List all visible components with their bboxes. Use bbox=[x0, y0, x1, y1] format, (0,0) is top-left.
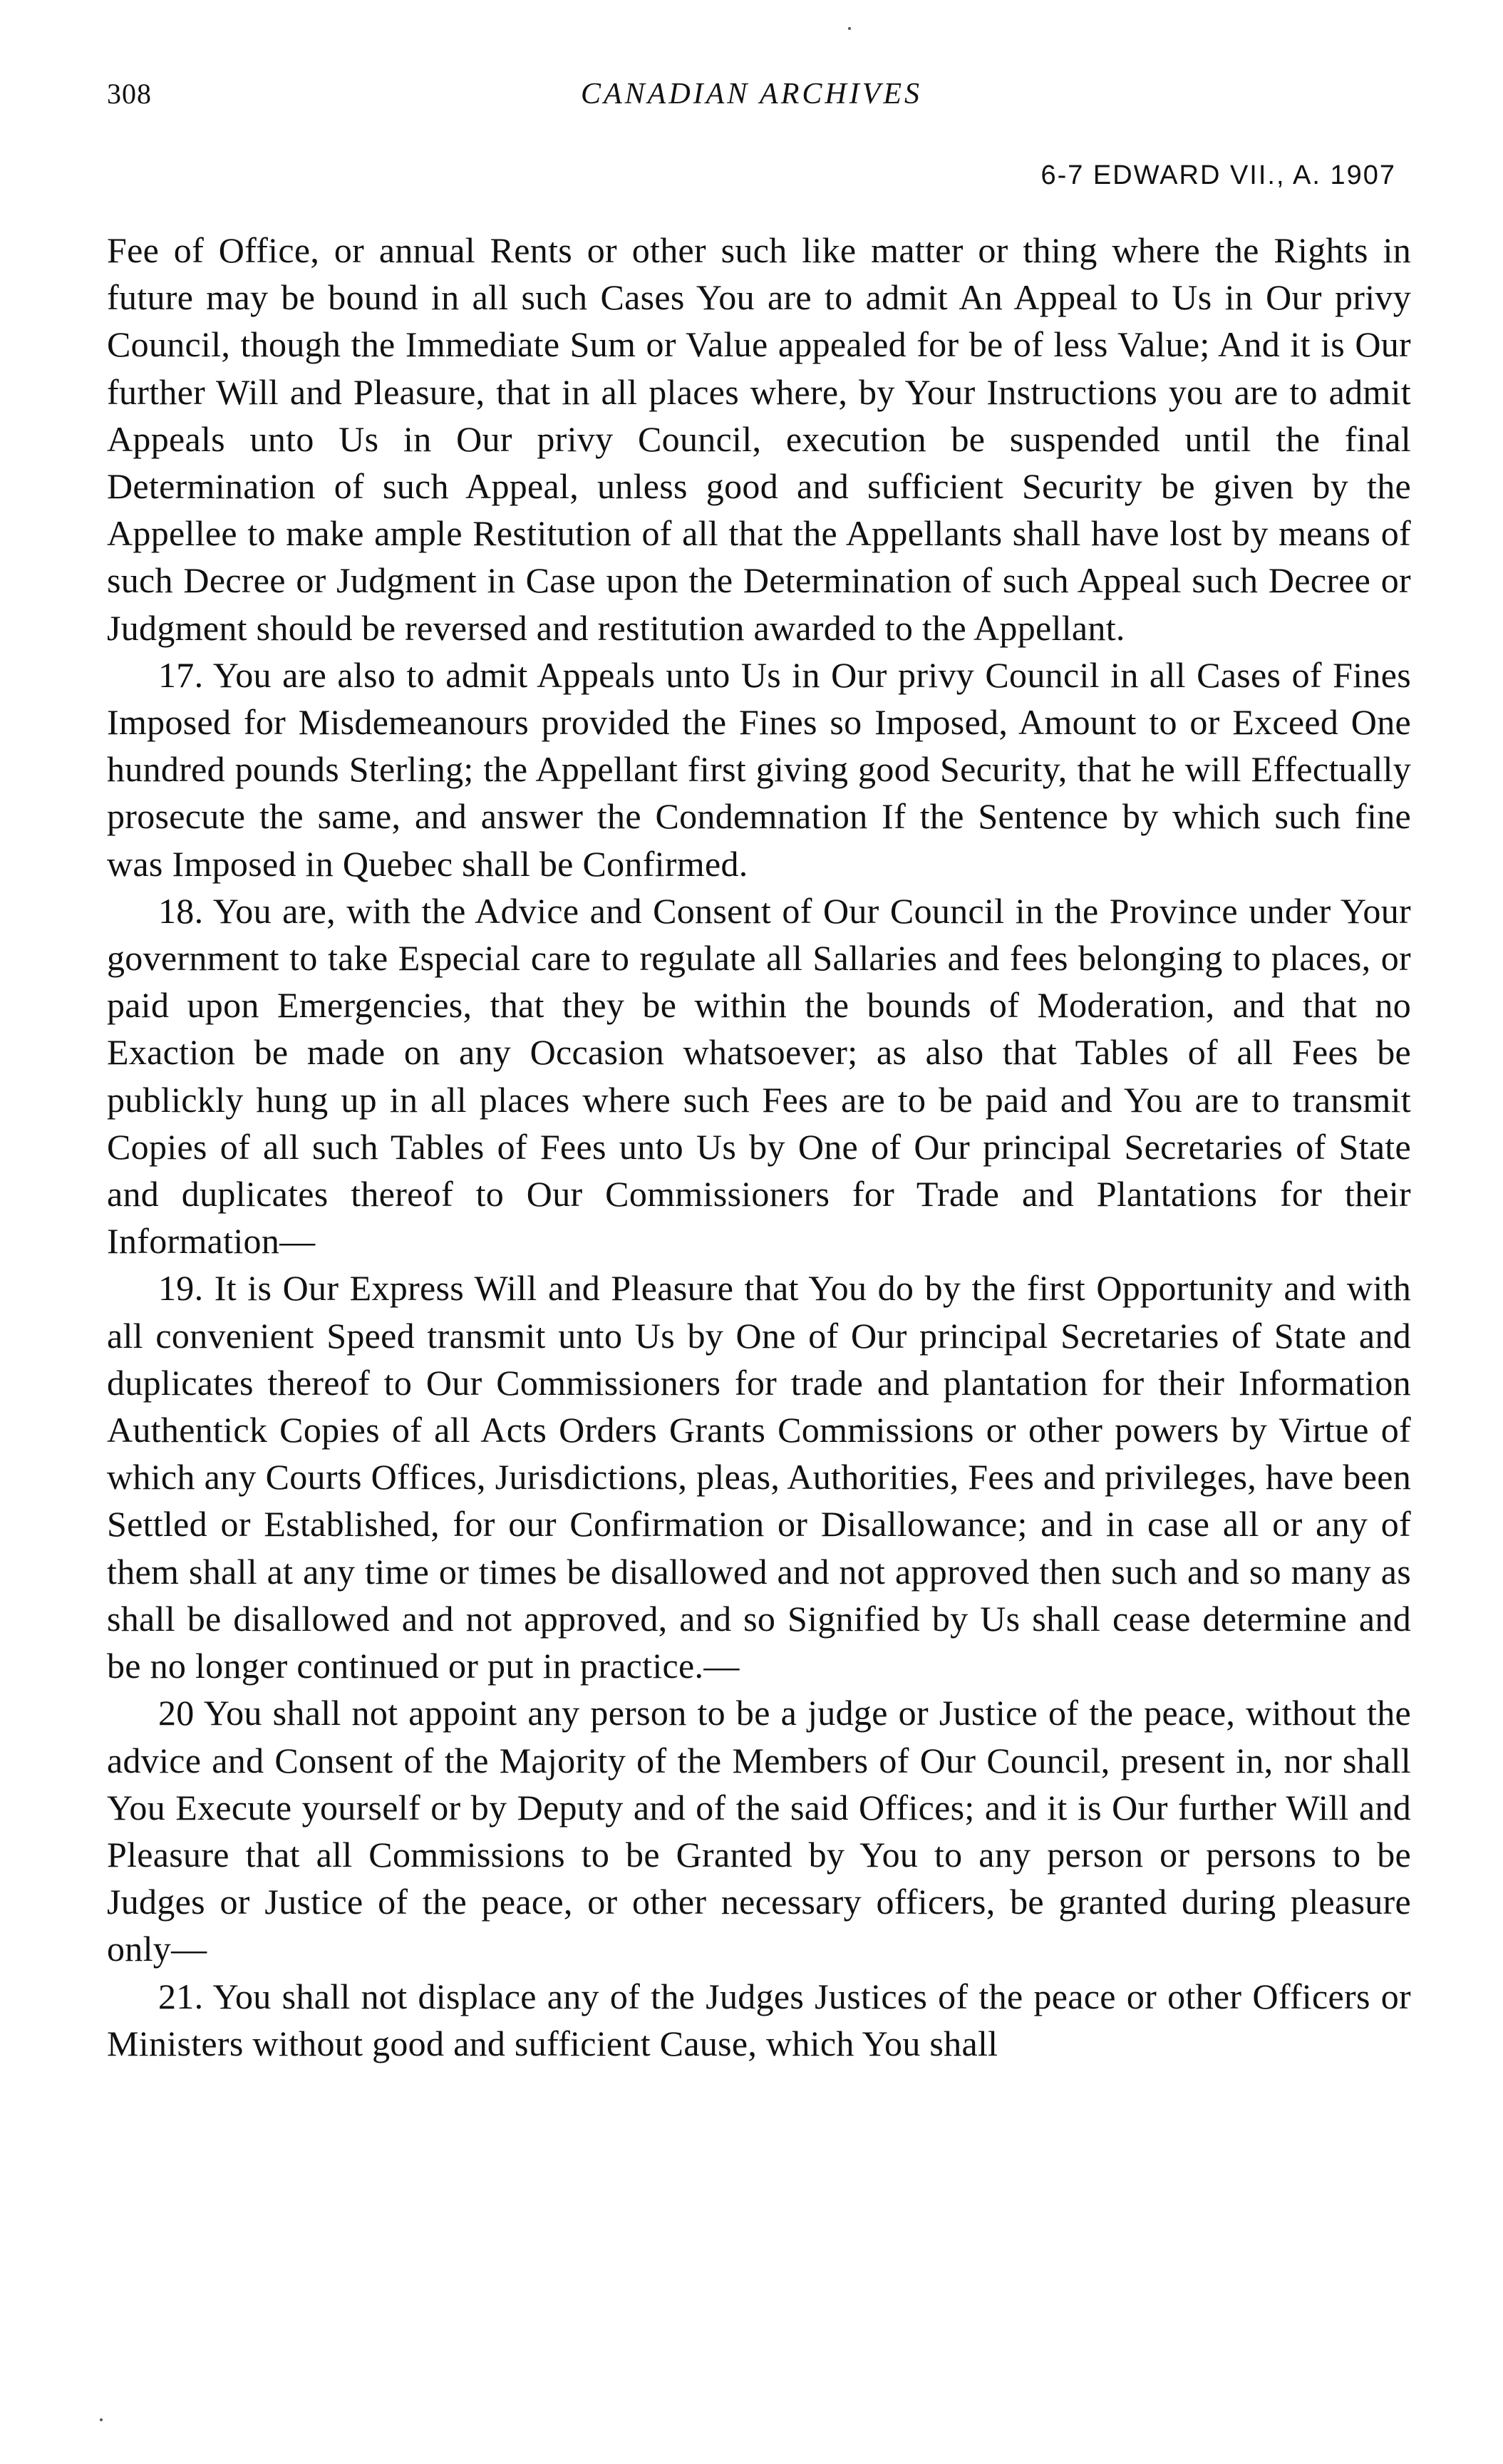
paragraph-continuation: Fee of Office, or annual Rents or other such like matter or thing where the Rights in future may be bound in all such Cases You are to admit An Appeal to Us in Our privy Council, though the Immediate Sum or Value appealed for be of less Value; And it is Our further Will and Pleasure, that in all places where, by Your Instructions you are to admit Appeals unto Us in Our privy Council, execution be suspended until the final Determination of such Appeal, unless good and sufficient Security be given by the Appellee to make ample Restitution of all that the Appellants shall have lost by means of such Decree or Judgment in Case upon the Determination of such Appeal such Decree or Judgment should be reversed and restitution awarded to the Appellant. bbox=[107, 230, 1411, 648]
print-speck bbox=[848, 27, 851, 30]
paragraph-21: 21. You shall not displace any of the Judges Justices of the peace or other Officers or Ministers without good and sufficient Cause, which You shall bbox=[107, 1976, 1411, 2063]
page-number: 308 bbox=[107, 78, 152, 110]
running-title: CANADIAN ARCHIVES bbox=[580, 78, 923, 110]
paragraph-18: 18. You are, with the Advice and Consent of Our Council in the Province under Your government to take Especial care to regulate all Sallaries and fees belonging to places, or paid upon Emergencies, that they be within the bounds of Moderation, and that no Exaction be made on any Occasion whatsoever; as also that Tables of all Fees be publickly hung up in all places where such Fees are to be paid and You are to transmit Copies of all such Tables of Fees unto Us by One of Our principal Secretaries of State and duplicates thereof to Our Commissioners for Trade and Plantations for their Information— bbox=[107, 890, 1411, 1262]
volume-line: 6-7 EDWARD VII., A. 1907 bbox=[1040, 160, 1396, 190]
paragraph-17: 17. You are also to admit Appeals unto Us in Our privy Council in all Cases of Fines Imposed for Misdemeanours provided the Fines so Imposed, Amount to or Exceed One hundred pounds Sterling; the Appellant first giving good Security, that he will Effectually prosecute the same, and answer the Condemnation If the Sentence by which such fine was Imposed in Quebec shall be Confirmed. bbox=[107, 654, 1411, 884]
paragraph-19: 19. It is Our Express Will and Pleasure that You do by the first Opportunity and with all convenient Speed transmit unto Us by One of Our principal Secretaries of State and duplicates thereof to Our Commissioners for trade and plantation for their Information Authentick Copies of all Acts Orders Grants Commissions or other powers by Virtue of which any Courts Offices, Jurisdictions, pleas, Authorities, Fees and privileges, have been Settled or Established, for our Confirmation or Disallowance; and in case all or any of them shall at any time or times be disallowed and not approved then such and so many as shall be disallowed and not approved, and so Signified by Us shall cease determine and be no longer continued or put in practice.— bbox=[107, 1268, 1411, 1686]
body-text bbox=[107, 227, 1411, 2067]
paragraph-20: 20 You shall not appoint any person to be a judge or Justice of the peace, without the advice and Consent of the Majority of the Members of Our Council, present in, nor shall You Execute yourself or by Deputy and of the said Offices; and it is Our further Will and Pleasure that all Commissions to be Granted by You to any person or persons to be Judges or Justice of the peace, or other necessary officers, be granted during pleasure only— bbox=[107, 1693, 1411, 1969]
print-speck bbox=[100, 2418, 103, 2421]
page-header bbox=[107, 77, 1396, 127]
